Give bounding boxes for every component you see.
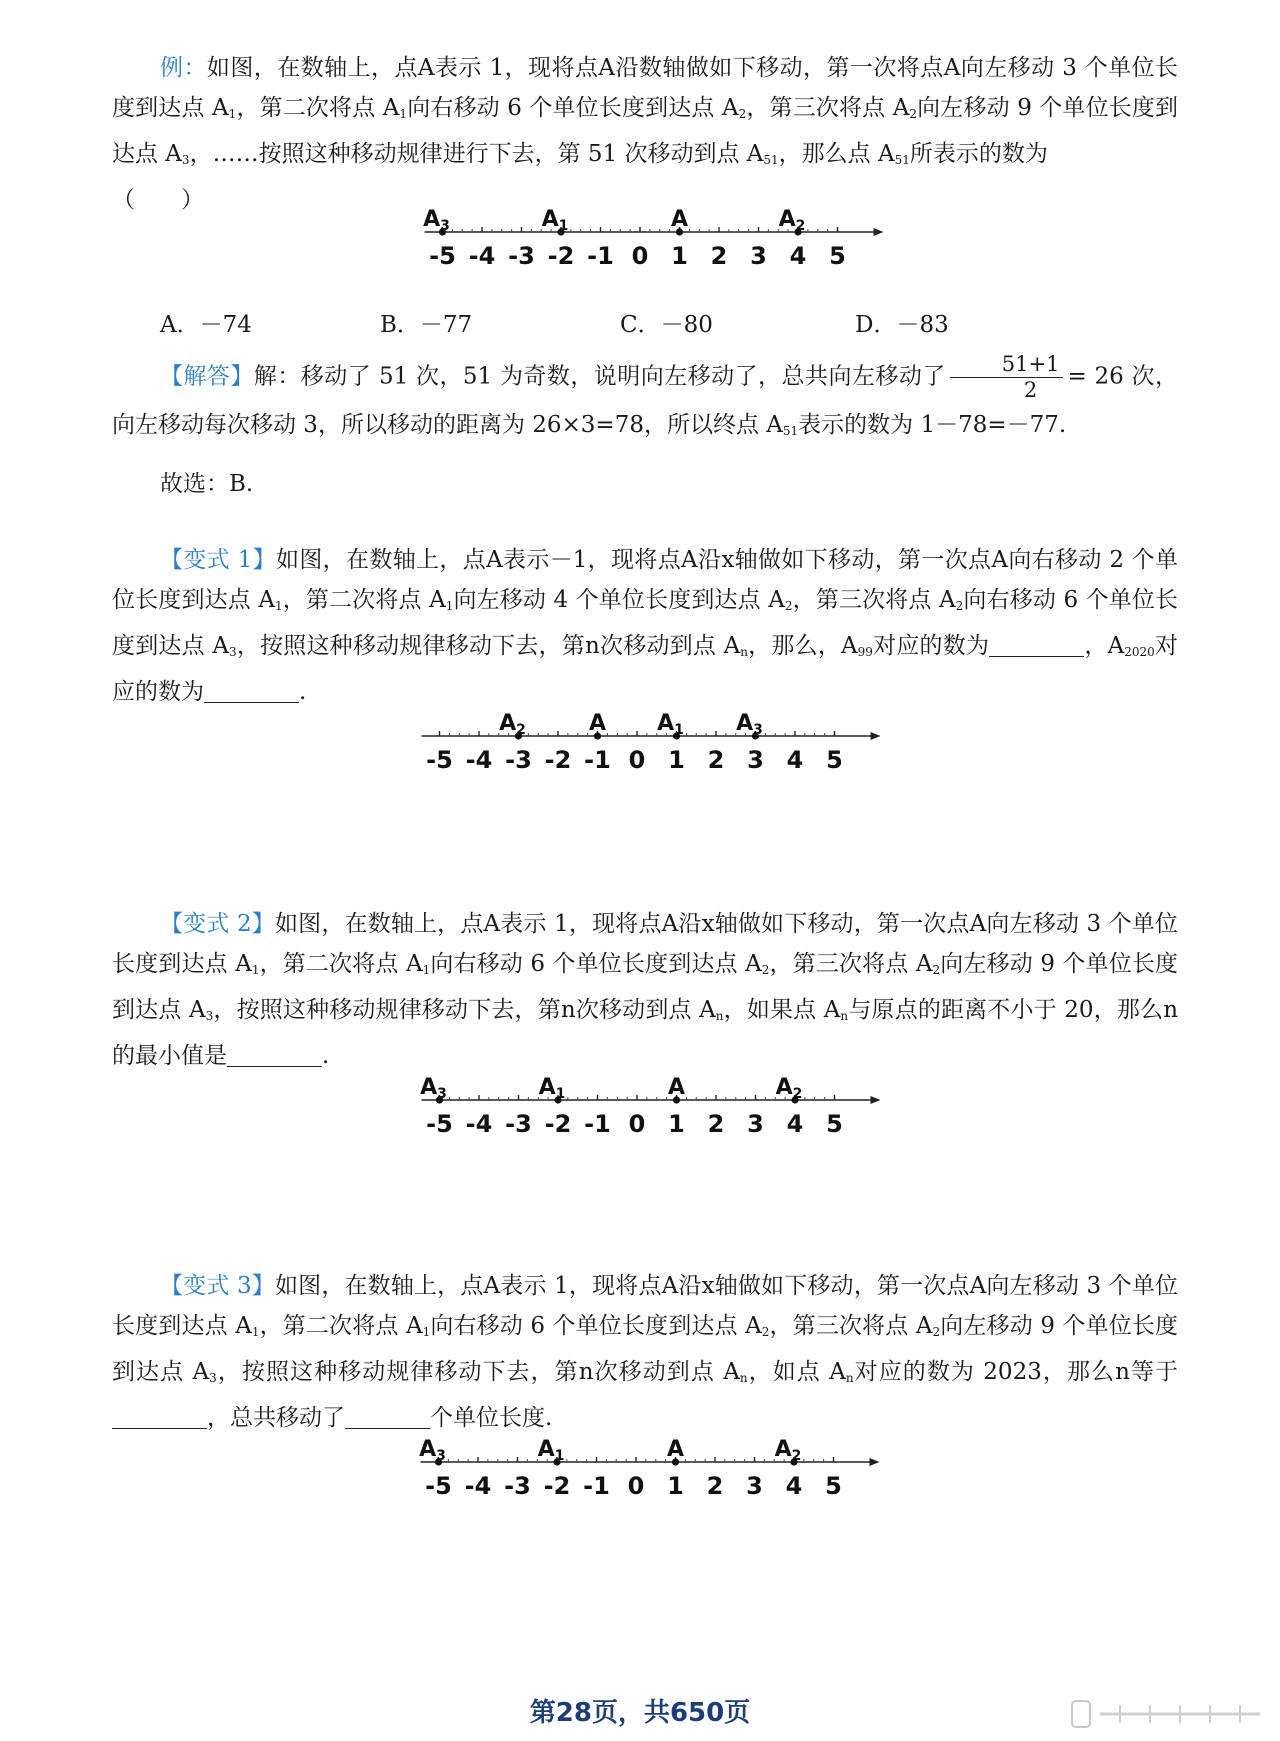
tick-label: -2 bbox=[543, 1472, 571, 1500]
point-label: A2 bbox=[778, 208, 806, 234]
axis-arrow-icon bbox=[874, 228, 884, 236]
axis-arrow-icon bbox=[871, 1096, 881, 1104]
point-label: A bbox=[667, 1076, 686, 1100]
point-label: A3 bbox=[423, 208, 450, 234]
tick-label: -5 bbox=[425, 1472, 452, 1500]
answer-blank[interactable] bbox=[112, 1404, 207, 1429]
tick-label: 4 bbox=[786, 1110, 804, 1138]
variant-1-label: 【变式 1】 bbox=[160, 547, 276, 573]
answer-blank[interactable] bbox=[204, 678, 299, 703]
number-line-variant-2 bbox=[0, 1076, 1280, 1166]
point-label: A bbox=[670, 208, 689, 232]
variant-2-label: 【变式 2】 bbox=[160, 911, 275, 937]
tick-label: -1 bbox=[587, 242, 614, 270]
tick-label: 4 bbox=[786, 746, 804, 774]
tick-label: 4 bbox=[789, 242, 807, 270]
tick-label: 3 bbox=[750, 242, 767, 270]
tick-label: 1 bbox=[671, 242, 688, 270]
variant-3: 【变式 3】如图，在数轴上，点A表示 1，现将点A沿x轴做如下移动，第一次点A向左移动 3 个单位长度到达点 $A_1$，第二次将点 $A_1$向右移动 6 个单位长度到达点 $A_2$，第三次将点 $A_2$向左移动 9 个单位长度到达点 $A_3$，按照这种移动规律移动下去，第n次移动到点 $A_n$，如点 $A_n$对应的数为 2023，那么n等于，总共移动了 个单位长度. bbox=[112, 1273, 1179, 1431]
tick-label: 0 bbox=[628, 746, 646, 774]
variant-1: 【变式 1】如图，在数轴上，点A表示－1，现将点A沿x轴做如下移动，第一次点A向右移动 2 个单位长度到达点 $A_1$，第二次将点 $A_1$向左移动 4 个单位长度到达点 $A_2$，第三次将点 $A_2$向右移动 6 个单位长度到达点 $A_3$，按照这种移动规律移动下去，第n次移动到点 $A_n$，那么，$A_{99}$对应的数为 ，$A_{2020}$对应的数为 . bbox=[112, 547, 1179, 705]
point-label: A2 bbox=[774, 1438, 802, 1464]
point-label: A3 bbox=[419, 1438, 446, 1464]
tick-label: -1 bbox=[584, 746, 611, 774]
point-label: A1 bbox=[538, 1076, 566, 1102]
fraction: $\frac{51+1}{2}$ bbox=[950, 352, 1064, 403]
tick-label: -2 bbox=[544, 746, 572, 774]
tick-label: 5 bbox=[829, 242, 846, 270]
tick-label: -4 bbox=[468, 242, 496, 270]
tick-label: -4 bbox=[465, 1110, 493, 1138]
answer-blank[interactable] bbox=[989, 632, 1084, 657]
tick-label: -4 bbox=[464, 1472, 492, 1500]
tick-label: -2 bbox=[544, 1110, 572, 1138]
tick-label: -3 bbox=[505, 1110, 532, 1138]
tick-label: 2 bbox=[707, 1110, 725, 1138]
example-label: 例： bbox=[160, 55, 207, 81]
tick-label: 0 bbox=[631, 242, 649, 270]
tick-label: 5 bbox=[826, 1110, 843, 1138]
tick-label: 1 bbox=[668, 1110, 685, 1138]
number-line-variant-3 bbox=[0, 1438, 1280, 1528]
tick-label: -5 bbox=[426, 746, 453, 774]
choice-c: C．－80 bbox=[620, 312, 713, 338]
point-label: A3 bbox=[420, 1076, 447, 1102]
tick-label: 3 bbox=[746, 1472, 763, 1500]
tick-label: 2 bbox=[710, 242, 728, 270]
point-label: A2 bbox=[499, 712, 526, 738]
point-label: A1 bbox=[537, 1438, 565, 1464]
choice-d: D．－83 bbox=[855, 312, 949, 338]
tick-label: 0 bbox=[628, 1110, 646, 1138]
tick-label: -2 bbox=[547, 242, 575, 270]
point-label: A3 bbox=[736, 712, 763, 738]
tick-label: 5 bbox=[825, 1472, 842, 1500]
tick-label: 1 bbox=[668, 746, 685, 774]
number-line-example bbox=[0, 208, 1280, 298]
variant-3-label: 【变式 3】 bbox=[160, 1273, 275, 1299]
tick-label: 2 bbox=[707, 746, 725, 774]
point-label: A bbox=[666, 1438, 685, 1462]
tick-label: 3 bbox=[747, 746, 764, 774]
page-scroll-indicator-icon bbox=[1070, 1697, 1270, 1731]
choice-b: B．－77 bbox=[380, 312, 473, 338]
tick-label: -1 bbox=[583, 1472, 610, 1500]
point-label: A1 bbox=[541, 208, 569, 234]
tick-label: -5 bbox=[426, 1110, 453, 1138]
tick-label: 1 bbox=[667, 1472, 684, 1500]
tick-label: 2 bbox=[706, 1472, 724, 1500]
tick-label: 4 bbox=[785, 1472, 803, 1500]
point-label: A bbox=[588, 712, 607, 736]
number-line-variant-1 bbox=[0, 712, 1280, 802]
tick-label: -3 bbox=[505, 746, 532, 774]
page-number: 第28页，共650页 bbox=[529, 1698, 751, 1728]
solution: 【解答】解：移动了 51 次，51 为奇数，说明向左移动了，总共向左移动了 $\frac{51+1}{2}$ = 26 次，向左移动每次移动 3，所以移动的距离为 26×3=78，所以终点 $A_{51}$表示的数为 1－78=－77. bbox=[112, 352, 1179, 438]
choice-a: A．－74 bbox=[160, 312, 252, 338]
variant-2: 【变式 2】如图，在数轴上，点A表示 1，现将点A沿x轴做如下移动，第一次点A向左移动 3 个单位长度到达点 $A_1$，第二次将点 $A_1$向右移动 6 个单位长度到达点 $A_2$，第三次将点 $A_2$向左移动 9 个单位长度到达点 $A_3$，按照这种移动规律移动下去，第n次移动到点 $A_n$，如果点 $A_n$与原点的距离不小于 20，那么n的最小值是 . bbox=[112, 911, 1179, 1069]
example-problem: 例：如图，在数轴上，点A表示 1，现将点A沿数轴做如下移动，第一次将点A向左移动 3 个单位长度到达点 $A_1$，第二次将点 $A_1$向右移动 6 个单位长度到达点 $A_2$，第三次将点 $A_2$向左移动 9 个单位长度到达点 $A_3$，……按照这种移动规律进行下去，第 51 次移动到点 $A_{51}$，那么点 $A_{51}$所表示的数为 （ ） bbox=[112, 55, 1179, 213]
axis-arrow-icon bbox=[870, 1458, 880, 1466]
answer-blank[interactable] bbox=[345, 1404, 430, 1429]
point-label: A2 bbox=[775, 1076, 803, 1102]
tick-label: -1 bbox=[584, 1110, 611, 1138]
tick-label: 3 bbox=[747, 1110, 764, 1138]
tick-label: -4 bbox=[465, 746, 493, 774]
tick-label: -5 bbox=[429, 242, 456, 270]
axis-arrow-icon bbox=[871, 732, 881, 740]
solution-answer: 故选：B. bbox=[160, 471, 254, 497]
tick-label: -3 bbox=[504, 1472, 531, 1500]
tick-label: 0 bbox=[627, 1472, 645, 1500]
tick-label: -3 bbox=[508, 242, 535, 270]
tick-label: 5 bbox=[826, 746, 843, 774]
solution-label: 【解答】 bbox=[160, 363, 254, 390]
answer-parentheses: （ ） bbox=[112, 187, 204, 213]
answer-blank[interactable] bbox=[227, 1042, 322, 1067]
point-label: A1 bbox=[657, 712, 684, 738]
